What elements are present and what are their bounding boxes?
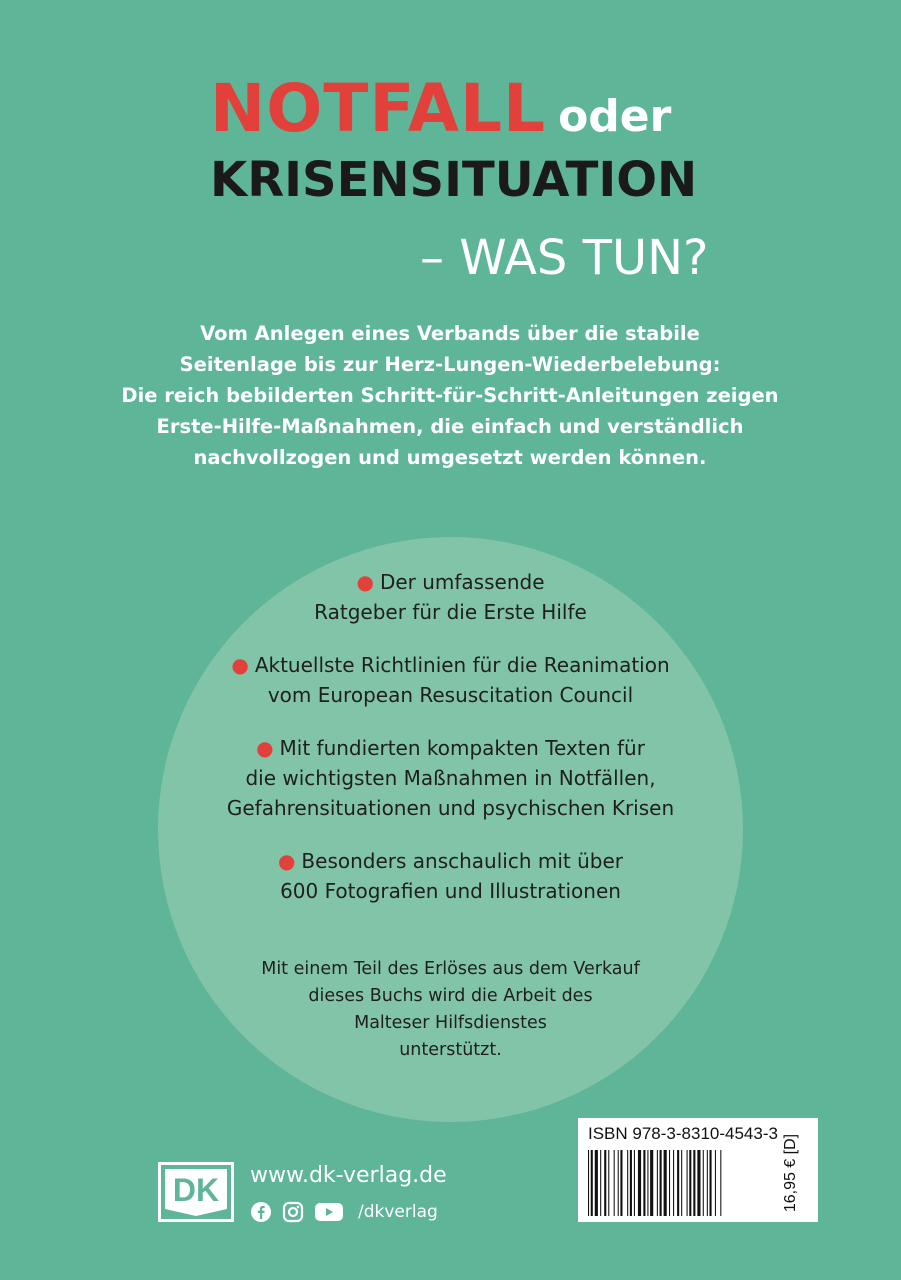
title-notfall: NOTFALL	[210, 70, 547, 147]
dk-logo-text: DK	[172, 1172, 220, 1208]
instagram-icon[interactable]	[282, 1201, 304, 1223]
bullet-line: Ratgeber für die Erste Hilfe	[314, 600, 587, 624]
bullet-dot-icon: ●	[231, 653, 249, 677]
bullet-line: die wichtigsten Maßnahmen in Notfällen,	[245, 766, 656, 790]
bullet-line	[158, 650, 743, 680]
bullet-dot-icon: ●	[356, 570, 374, 594]
barcode-bar	[715, 1150, 716, 1216]
social-links	[250, 1200, 438, 1224]
bullet-line: Gefahrensituationen und psychischen Krisen	[226, 796, 675, 820]
title-line-2: KRISENSITUATION	[210, 152, 698, 208]
donation-note	[158, 956, 743, 1064]
feature-bullet-3	[158, 733, 743, 823]
intro-paragraph	[90, 318, 810, 473]
barcode-bar	[600, 1150, 601, 1216]
social-handle[interactable]: /dkverlag	[358, 1202, 438, 1222]
bullet-text: Der umfassende	[379, 570, 545, 594]
intro-line: Seitenlage bis zur Herz-Lungen-Wiederbelebung:	[179, 353, 721, 376]
barcode-bar	[627, 1150, 628, 1216]
intro-line: Erste-Hilfe-Maßnahmen, die einfach und verständlich	[156, 415, 744, 438]
barcode-bar	[643, 1150, 645, 1216]
barcode-bar	[608, 1150, 609, 1216]
barcode-bar	[591, 1150, 593, 1216]
barcode-bar	[588, 1150, 589, 1216]
barcode-bar	[669, 1150, 670, 1216]
bullet-dot-icon: ●	[277, 849, 296, 873]
bullet-line	[158, 846, 743, 876]
bullet-line	[158, 567, 743, 597]
barcode-bar	[618, 1150, 619, 1216]
intro-line: Die reich bebilderten Schritt-für-Schritt-Anleitungen zeigen	[121, 384, 779, 407]
barcode-bar	[707, 1150, 708, 1216]
intro-line: Vom Anlegen eines Verbands über die stabile	[200, 322, 700, 345]
facebook-icon[interactable]	[250, 1201, 272, 1223]
title-line-1	[210, 70, 901, 147]
barcode-bar	[650, 1150, 653, 1216]
barcode-bar	[620, 1150, 622, 1216]
donation-line: dieses Buchs wird die Arbeit des	[308, 986, 593, 1006]
barcode-bar	[681, 1150, 682, 1216]
isbn-text: ISBN 978-3-8310-4543-3	[588, 1124, 778, 1143]
bullet-text: Besonders anschaulich mit über	[301, 849, 624, 873]
barcode-bar	[687, 1150, 688, 1216]
barcode-bar	[660, 1150, 662, 1216]
price-text: 16,95 € [D]	[782, 1133, 799, 1213]
bullet-text: Aktuellste Richtlinien für die Reanimation	[254, 653, 670, 677]
bullet-line	[158, 733, 743, 763]
barcode-bar	[689, 1150, 691, 1216]
barcode-bar	[630, 1150, 632, 1216]
barcode-bar	[614, 1150, 615, 1216]
barcode-bar	[720, 1150, 721, 1216]
barcode-bar	[634, 1150, 635, 1216]
barcode-bar	[638, 1150, 641, 1216]
barcode-bar	[677, 1150, 679, 1216]
price-label	[776, 1128, 806, 1218]
barcode-bar	[657, 1150, 658, 1216]
youtube-icon[interactable]	[314, 1201, 344, 1223]
donation-line: unterstützt.	[399, 1040, 502, 1060]
barcode-bar	[710, 1150, 712, 1216]
barcode-bar	[703, 1150, 704, 1216]
dk-logo-icon	[158, 1162, 234, 1222]
barcode-bar	[673, 1150, 674, 1216]
website-link[interactable]: www.dk-verlag.de	[250, 1163, 447, 1188]
barcode-bar	[604, 1150, 606, 1216]
barcode-bar	[595, 1150, 598, 1216]
barcode-box	[578, 1118, 818, 1222]
donation-line: Mit einem Teil des Erlöses aus dem Verkauf	[261, 959, 640, 979]
barcode-bar	[647, 1150, 648, 1216]
title-line-3: – WAS TUN?	[420, 230, 709, 286]
donation-line: Malteser Hilfsdienstes	[354, 1013, 547, 1033]
bullet-dot-icon: ●	[256, 736, 274, 760]
intro-line: nachvollzogen und umgesetzt werden können.	[193, 446, 707, 469]
title-oder: oder	[558, 91, 672, 142]
bullet-line: 600 Fotografien und Illustrationen	[280, 879, 621, 903]
barcode-bar	[664, 1150, 667, 1216]
bullet-line: vom European Resuscitation Council	[267, 683, 634, 707]
barcode-bars	[588, 1150, 770, 1216]
bullet-text: Mit fundierten kompakten Texten für	[279, 736, 645, 760]
feature-bullet-2	[158, 650, 743, 710]
barcode-bar	[693, 1150, 695, 1216]
feature-bullet-4	[158, 846, 743, 906]
feature-bullet-1	[158, 567, 743, 627]
barcode-bar	[697, 1150, 700, 1216]
